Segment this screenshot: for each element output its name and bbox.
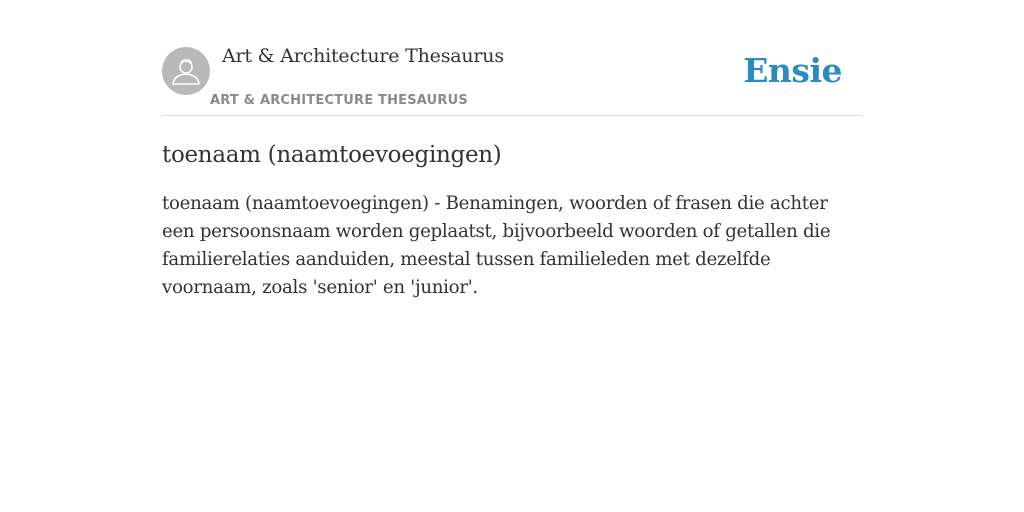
article-body: toenaam (naamtoevoegingen) - Benamingen, woorden of frasen die achter een persoonsnaam worden geplaatst, bijvoorbeeld woorden of getallen die familierelaties aanduiden, meestal tussen familieleden met dezelfde voornaam, zoals 'senior' en 'junior'. <box>162 193 831 298</box>
author-subtitle: ART & ARCHITECTURE THESAURUS <box>210 93 468 108</box>
article-title: toenaam (naamtoevoegingen) <box>162 142 502 168</box>
author-name-link[interactable]: Art & Architecture Thesaurus <box>222 45 504 67</box>
avatar[interactable] <box>162 47 210 95</box>
user-silhouette-icon <box>162 47 210 95</box>
header <box>162 40 862 116</box>
content-container <box>162 40 862 302</box>
brand-logo[interactable]: Ensie <box>743 51 842 90</box>
